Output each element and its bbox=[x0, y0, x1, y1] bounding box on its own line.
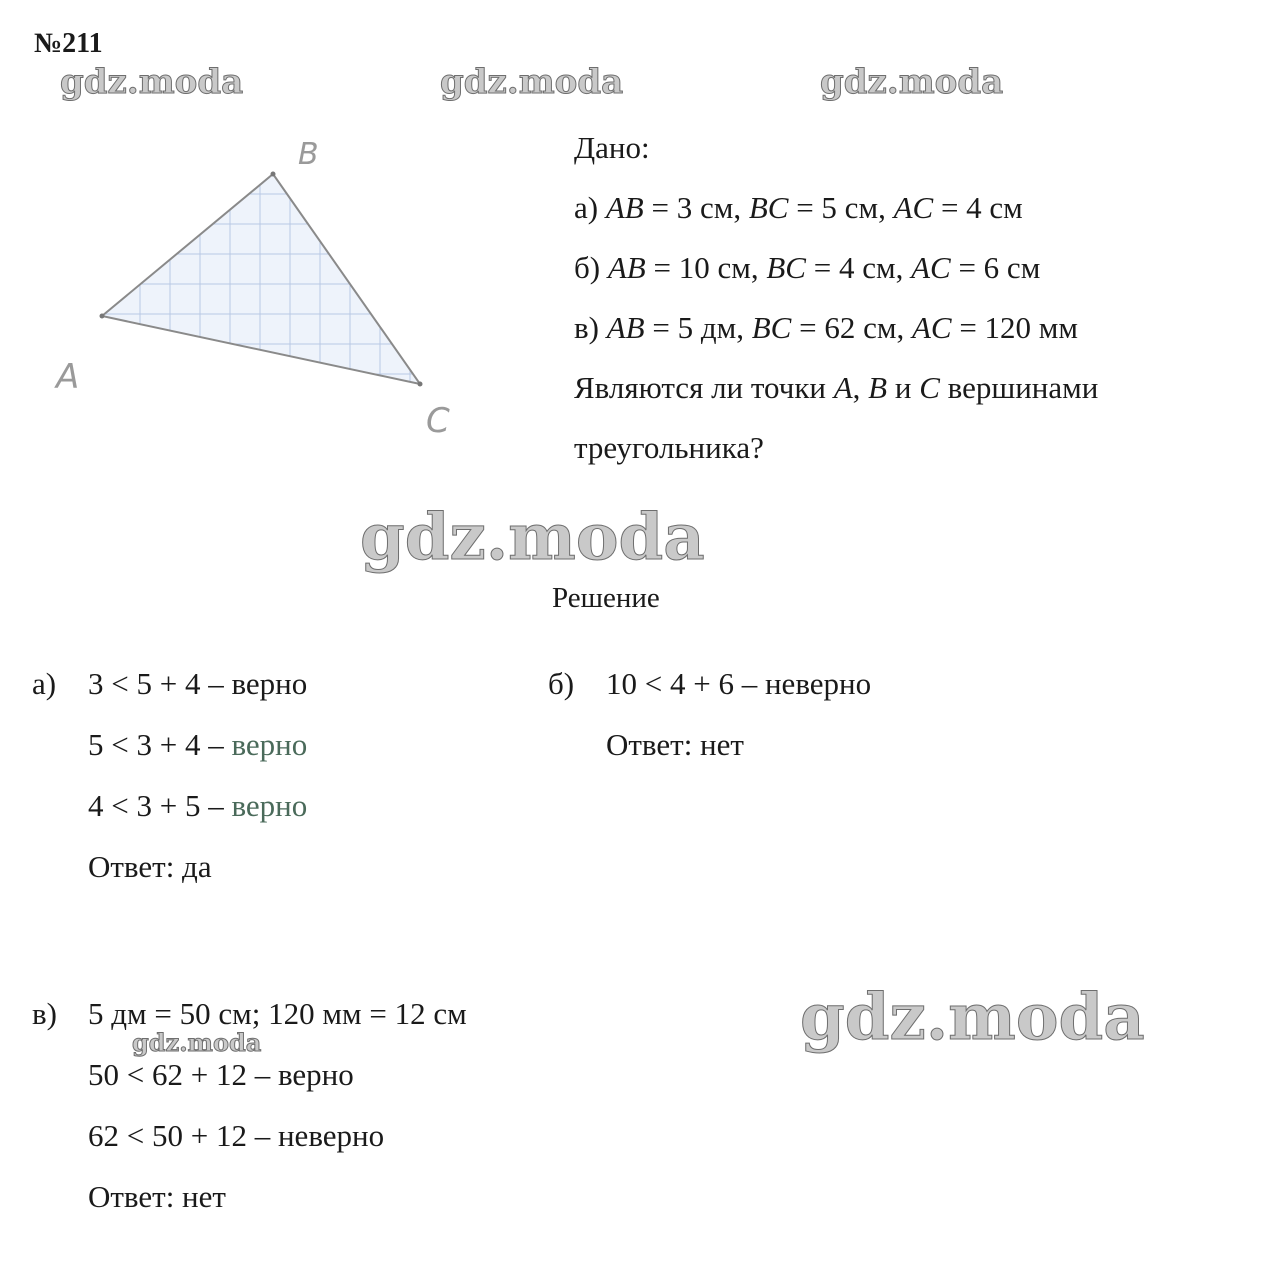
part-a-line-1-result: верно bbox=[231, 666, 308, 701]
part-a-line-3 bbox=[88, 788, 307, 824]
given-b-prefix: б) bbox=[574, 250, 601, 285]
watermark-bottom-right: gdz.moda bbox=[800, 980, 1145, 1055]
part-b-answer: Ответ: нет bbox=[606, 727, 744, 762]
part-a-line-1-expr: 3 < 5 + 4 – bbox=[88, 666, 232, 701]
question-line-1 bbox=[574, 370, 1098, 406]
watermark-center: gdz.moda bbox=[360, 500, 705, 575]
question-end: вершинами bbox=[939, 370, 1099, 405]
part-c-line-2 bbox=[88, 1118, 384, 1154]
given-a-ac-val: = 4 см bbox=[933, 190, 1023, 225]
part-b-line-1-expr: 10 < 4 + 6 – bbox=[606, 666, 765, 701]
given-c-bc-val: = 62 см, bbox=[791, 310, 912, 345]
given-line-a bbox=[574, 190, 1023, 226]
watermark-top-left: gdz.moda bbox=[60, 62, 244, 102]
given-title: Дано: bbox=[574, 130, 650, 165]
question-point-a: A bbox=[833, 370, 853, 405]
part-a-label: а) bbox=[32, 666, 57, 701]
question-point-b: B bbox=[868, 370, 888, 405]
given-line-b bbox=[574, 250, 1040, 286]
question-comma: , bbox=[852, 370, 869, 405]
triangle-sketch bbox=[40, 120, 500, 450]
given-b-ab-val: = 10 см, bbox=[645, 250, 767, 285]
given-a-prefix: а) bbox=[574, 190, 599, 225]
vertex-label-b: B bbox=[298, 137, 319, 172]
part-a-line-1 bbox=[88, 666, 307, 702]
question-start: Являются ли точки bbox=[574, 370, 834, 405]
part-a-line-2 bbox=[88, 727, 307, 763]
part-c-answer: Ответ: нет bbox=[88, 1179, 226, 1214]
given-c-ac: AC bbox=[911, 310, 952, 345]
part-c-conversion: 5 дм = 50 см; 120 мм = 12 см bbox=[88, 996, 467, 1031]
given-a-bc: BC bbox=[748, 190, 789, 225]
given-a-ab-val: = 3 см, bbox=[643, 190, 749, 225]
given-line-c bbox=[574, 310, 1078, 346]
part-a-line-3-expr: 4 < 3 + 5 – bbox=[88, 788, 232, 823]
watermark-top-center: gdz.moda bbox=[440, 62, 624, 102]
given-b-bc: BC bbox=[766, 250, 806, 285]
question-point-c: C bbox=[919, 370, 940, 405]
part-c-line-2-result: неверно bbox=[277, 1118, 385, 1153]
part-a-answer: Ответ: да bbox=[88, 849, 212, 884]
problem-number: №211 bbox=[34, 28, 103, 59]
vertex-label-c: C bbox=[426, 401, 450, 441]
part-c-line-1 bbox=[88, 1057, 354, 1093]
given-a-ab: AB bbox=[605, 190, 644, 225]
given-c-bc: BC bbox=[751, 310, 792, 345]
given-b-ab: AB bbox=[607, 250, 646, 285]
part-b-line-1-result: неверно bbox=[764, 666, 872, 701]
part-a-line-3-result: верно bbox=[231, 788, 308, 823]
part-c-line-1-expr: 50 < 62 + 12 – bbox=[88, 1057, 278, 1092]
given-a-bc-val: = 5 см, bbox=[788, 190, 894, 225]
solution-heading: Решение bbox=[552, 582, 660, 614]
given-b-ac-val: = 6 см bbox=[950, 250, 1041, 285]
question-and: и bbox=[887, 370, 920, 405]
part-a-line-2-expr: 5 < 3 + 4 – bbox=[88, 727, 232, 762]
given-b-ac: AC bbox=[911, 250, 951, 285]
given-a-ac: AC bbox=[893, 190, 934, 225]
given-c-ab: AB bbox=[606, 310, 645, 345]
watermark-top-right: gdz.moda bbox=[820, 62, 1004, 102]
part-c-line-1-result: верно bbox=[277, 1057, 354, 1092]
given-b-bc-val: = 4 см, bbox=[805, 250, 912, 285]
part-c-label: в) bbox=[32, 996, 57, 1031]
vertex-label-a: A bbox=[56, 357, 80, 397]
given-c-ac-val: = 120 мм bbox=[951, 310, 1079, 345]
part-b-line-1 bbox=[606, 666, 871, 702]
given-c-prefix: в) bbox=[574, 310, 599, 345]
given-c-ab-val: = 5 дм, bbox=[644, 310, 752, 345]
watermark-small: gdz.moda bbox=[132, 1028, 262, 1057]
part-c-line-2-expr: 62 < 50 + 12 – bbox=[88, 1118, 278, 1153]
question-line-2: треугольника? bbox=[574, 430, 764, 465]
part-b-label: б) bbox=[548, 666, 575, 701]
part-a-line-2-result: верно bbox=[231, 727, 308, 762]
